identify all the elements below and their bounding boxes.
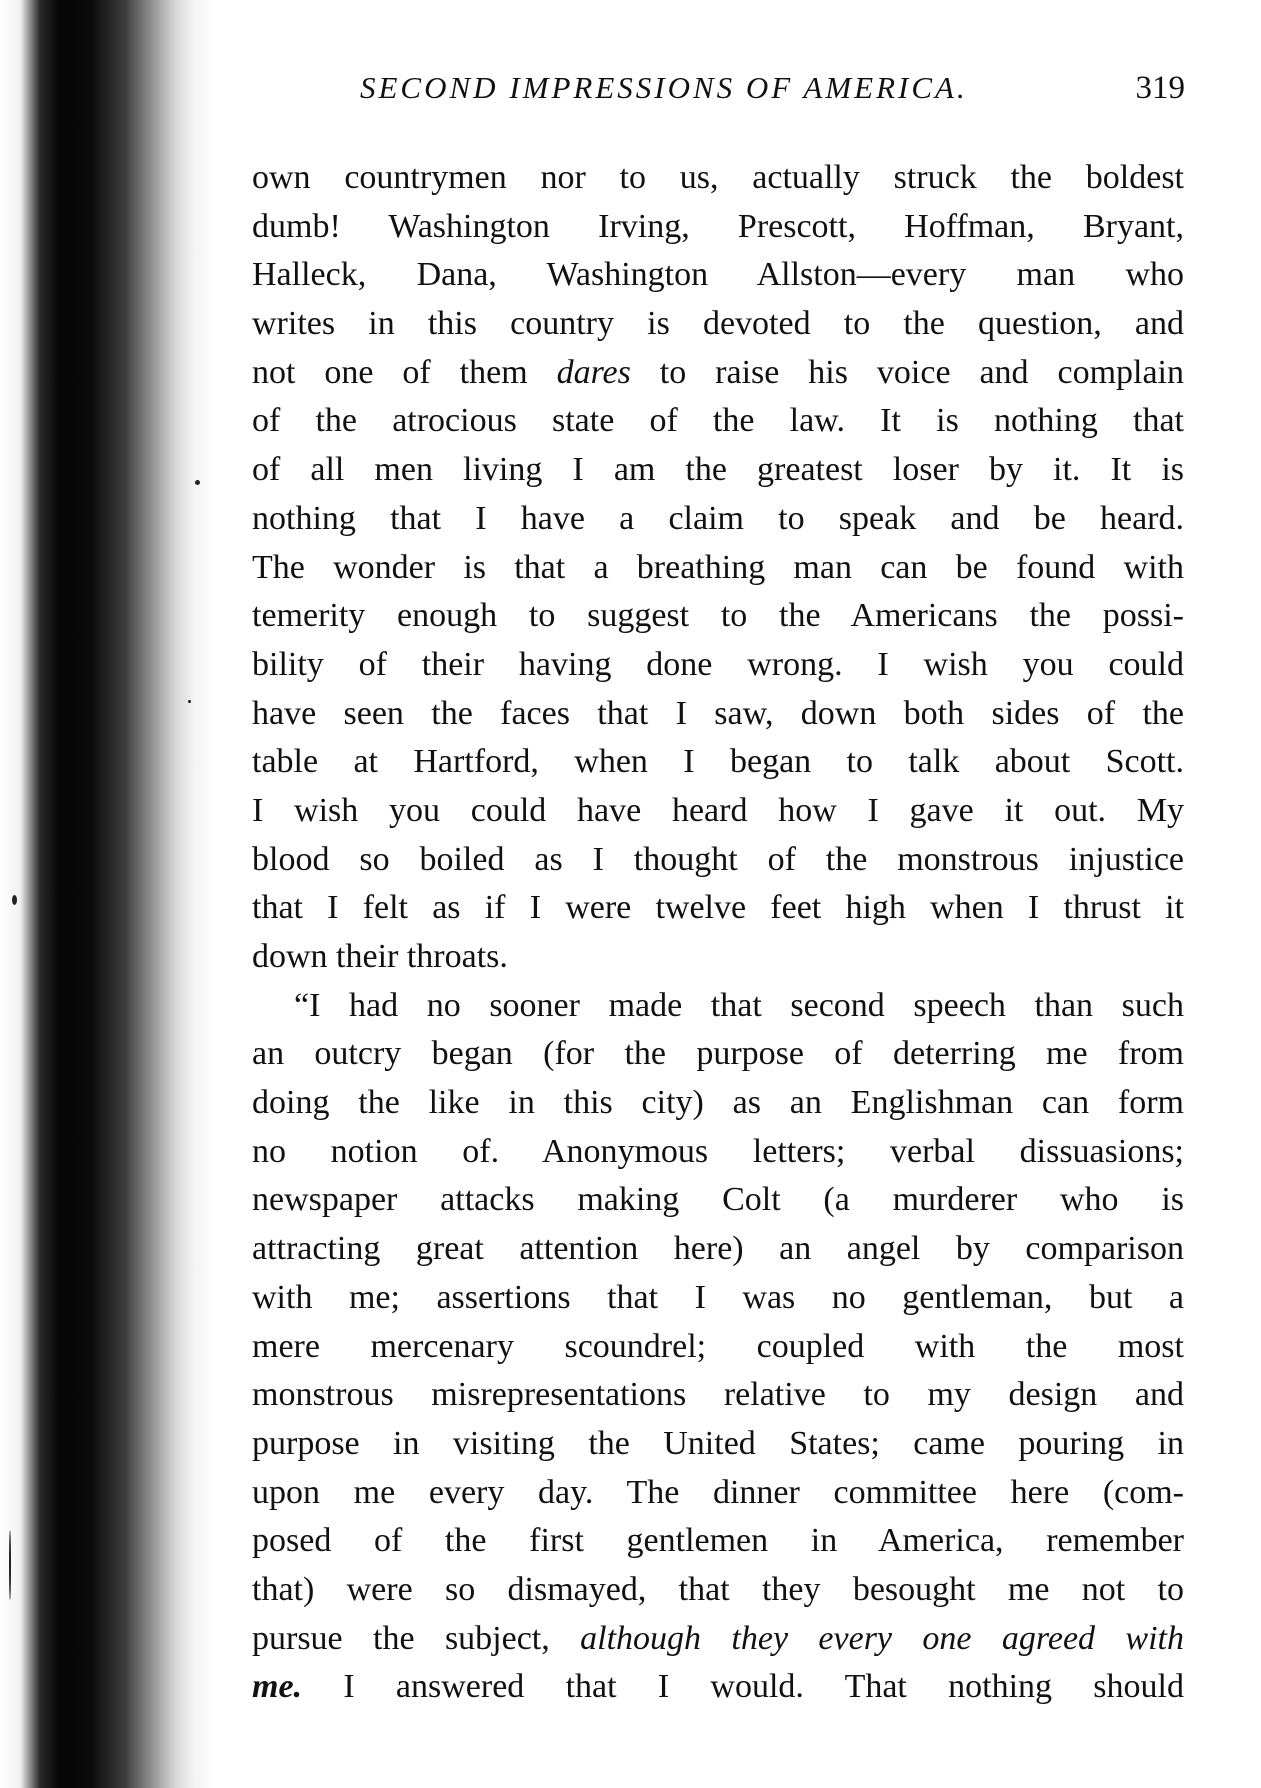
text-segment: with me; assertions that I was no gentleman, but a [252,1278,1184,1316]
text-segment: The wonder is that a breathing man can be found with [252,548,1184,586]
gutter-speck [195,480,200,485]
text-segment: of all men living I am the greatest loser by it. It is [252,451,1184,489]
text-line [252,1517,1184,1566]
scanned-page-gutter-shadow [0,0,215,1788]
text-segment: down their throats. [252,938,508,975]
text-line [252,1323,1184,1372]
text-line [252,300,1184,349]
text-line [252,982,1184,1031]
text-segment: monstrous misrepresentations relative to my design and [252,1376,1184,1414]
text-segment: pursue the subject, [252,1619,581,1657]
text-segment: attracting great attention here) an angel by comparison [252,1230,1184,1268]
text-line [252,738,1184,787]
text-segment: that) were so dismayed, that they besought me not to [252,1570,1184,1608]
text-segment: no notion of. Anonymous letters; verbal dissuasions; [252,1132,1184,1170]
text-segment: have seen the faces that I saw, down both sides of the [252,694,1184,732]
text-segment: I answered that I would. That nothing should [302,1668,1184,1706]
gutter-speck [12,895,17,905]
text-segment: writes in this country is devoted to the question, and [252,305,1184,343]
text-line [252,641,1184,690]
text-line [252,592,1184,641]
text-segment: bility of their having done wrong. I wish you could [252,645,1184,683]
text-line [252,349,1184,398]
text-line [252,690,1184,739]
text-segment: Halleck, Dana, Washington Allston—every man who [252,256,1184,294]
text-segment: “I had no sooner made that second speech than such [294,986,1184,1024]
text-line [252,1420,1184,1469]
text-line [252,1079,1184,1128]
text-segment: doing the like in this city) as an Englishman can form [252,1084,1184,1122]
text-line [252,544,1184,593]
text-line [252,1128,1184,1177]
text-line [252,1274,1184,1323]
text-segment: to raise his voice and complain [630,353,1184,391]
page-header [255,70,1185,118]
text-line [252,1176,1184,1225]
text-segment: posed of the first gentlemen in America, remember [252,1522,1184,1560]
text-segment: upon me every day. The dinner committee here (com- [252,1473,1184,1511]
text-line [252,397,1184,446]
body-text [252,154,1184,1712]
text-line [252,933,1184,982]
text-line [252,154,1184,203]
text-segment: I wish you could have heard how I gave it out. My [252,791,1184,829]
text-line [252,495,1184,544]
text-line [252,251,1184,300]
text-line [252,1566,1184,1615]
text-line [252,1030,1184,1079]
text-segment: temerity enough to suggest to the Americans the possi- [252,597,1184,635]
running-title: SECOND IMPRESSIONS OF AMERICA. [360,70,968,105]
emphasized-text: although they every one agreed with [580,1619,1184,1657]
page-number: 319 [1135,70,1185,106]
text-line [252,203,1184,252]
text-segment: table at Hartford, when I began to talk about Scott. [252,743,1184,781]
text-segment: an outcry began (for the purpose of deterring me from [252,1035,1184,1073]
text-line [252,1469,1184,1518]
text-segment: purpose in visiting the United States; came pouring in [252,1424,1184,1462]
text-line [252,787,1184,836]
text-segment: that I felt as if I were twelve feet high when I thrust it [252,889,1184,927]
text-segment: own countrymen nor to us, actually struck the boldest [252,159,1184,196]
text-line [252,1663,1184,1712]
emphasized-text: dares [556,353,631,391]
text-segment: nothing that I have a claim to speak and be heard. [252,499,1184,537]
emphasized-text: me. [252,1668,303,1706]
text-line [252,1371,1184,1420]
text-line [252,884,1184,933]
gutter-speck [9,1530,11,1600]
text-line [252,836,1184,885]
text-segment: dumb! Washington Irving, Prescott, Hoffman, Bryant, [252,207,1184,245]
gutter-speck [188,700,191,703]
text-segment: mere mercenary scoundrel; coupled with the most [252,1327,1184,1365]
text-line [252,446,1184,495]
text-line [252,1225,1184,1274]
text-line [252,1615,1184,1664]
text-segment: newspaper attacks making Colt (a murderer who is [252,1181,1184,1219]
text-segment: of the atrocious state of the law. It is nothing that [252,402,1184,440]
text-segment: not one of them [252,353,557,391]
text-segment: blood so boiled as I thought of the monstrous injustice [252,840,1184,878]
